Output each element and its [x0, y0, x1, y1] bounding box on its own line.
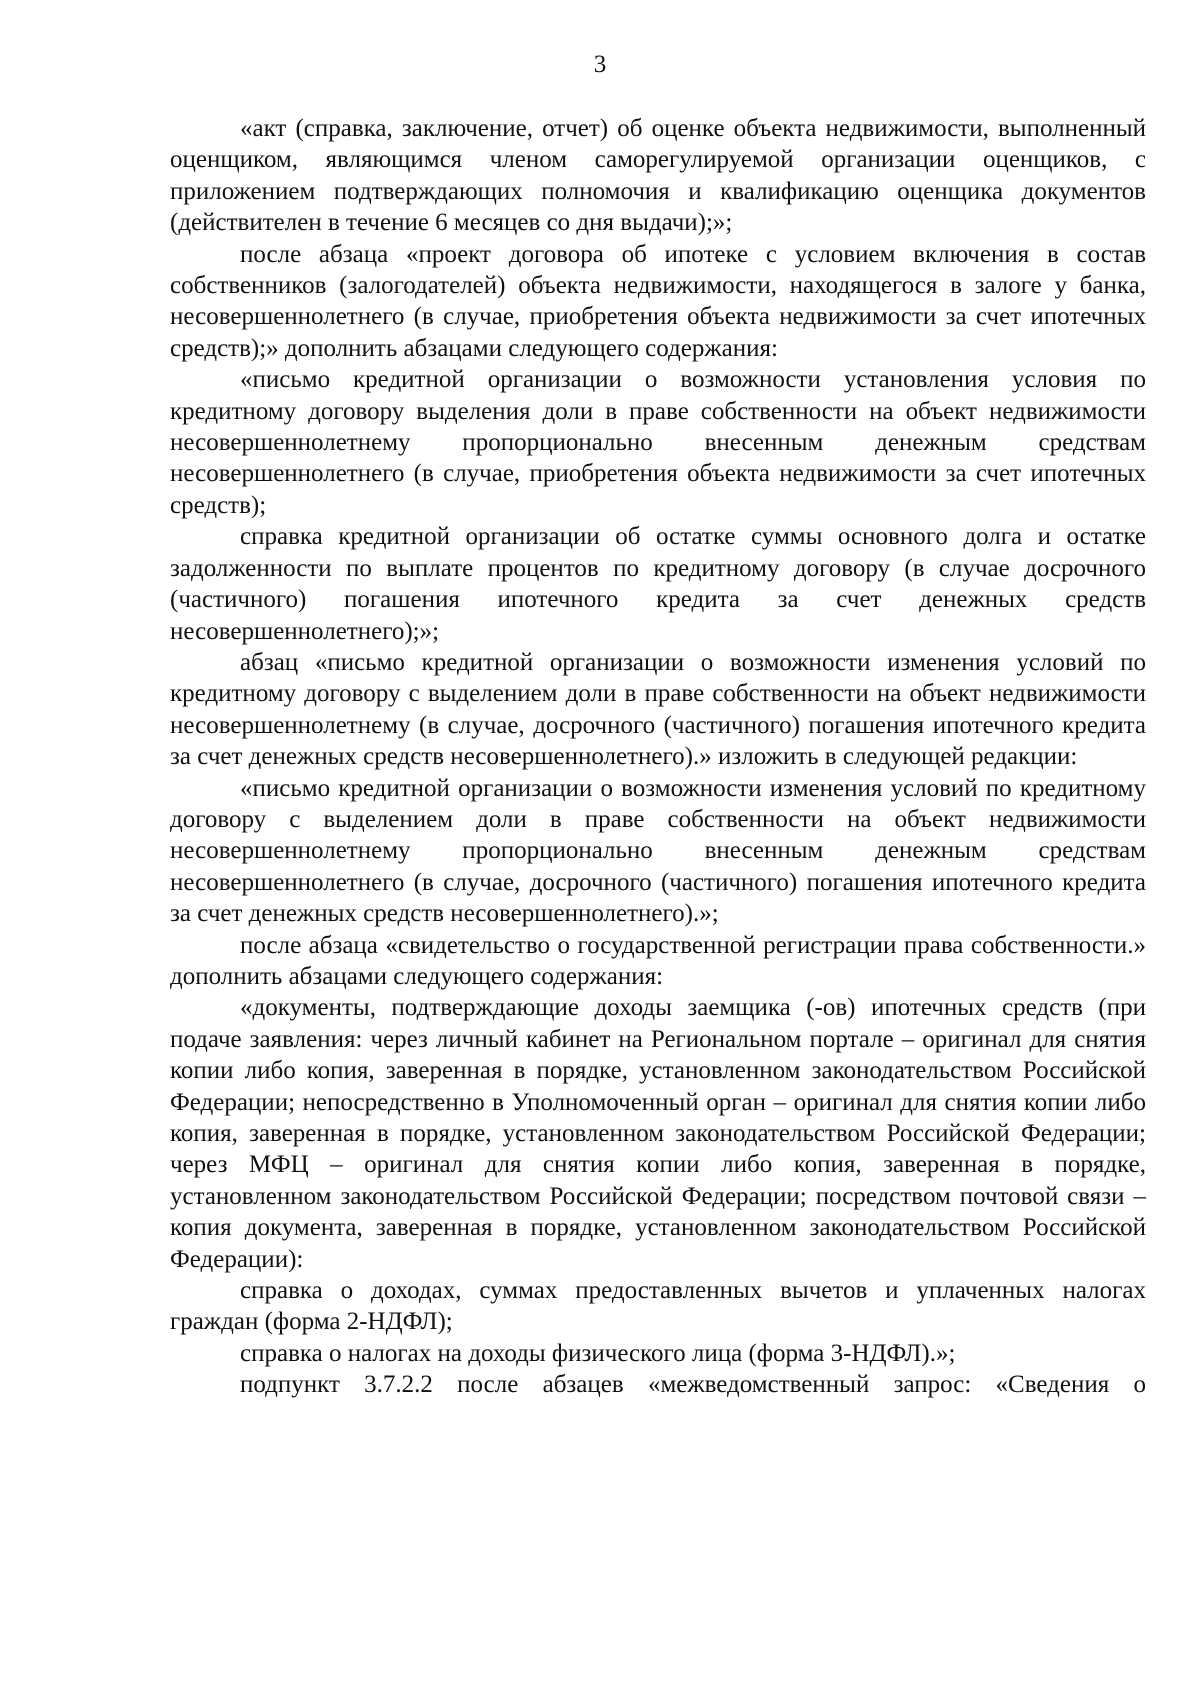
paragraph-continued: подпункт 3.7.2.2 после абзацев «межведомственный запрос: «Сведения о: [240, 1371, 1146, 1399]
paragraph: «документы, подтверждающие доходы заемщика (-ов) ипотечных средств (при подаче заявления: через личный кабинет на Региональном портале – оригинал для снятия копии либо копия, заверенная в порядке, установленном законодательством Российской Федерации; непосредственно в Уполномоченный орган – оригинал для снятия копии либо копия, заверенная в порядке, установленном законодательством Российской Федерации; через МФЦ – оригинал для снятия копии либо копия, заверенная в порядке, установленном законодательством Российской Федерации; посредством почтовой связи – копия документа, заверенная в порядке, установленном законодательством Российской Федерации):: [170, 994, 1146, 1273]
paragraph: «акт (справка, заключение, отчет) об оценке объекта недвижимости, выполненный оценщиком, являющимся членом саморегулируемой организации оценщиков, с приложением подтверждающих полномочия и квалификацию оценщика документов (действителен в течение 6 месяцев со дня выдачи);»;: [170, 115, 1146, 237]
paragraph: после абзаца «проект договора об ипотеке с условием включения в состав собственников (залогодателей) объекта недвижимости, находящегося в залоге у банка, несовершеннолетнего (в случае, приобретения объекта недвижимости за счет ипотечных средств);» дополнить абзацами следующего содержания:: [170, 240, 1146, 362]
page-number: 3: [593, 51, 607, 78]
document-body: [170, 113, 1146, 1401]
paragraph: «письмо кредитной организации о возможности установления условия по кредитному договору выделения доли в праве собственности на объект недвижимости несовершеннолетнему пропорционально внесенным денежным средствам несовершеннолетнего (в случае, приобретения объекта недвижимости за счет ипотечных средств);: [170, 366, 1146, 519]
paragraph: абзац «письмо кредитной организации о возможности изменения условий по кредитному договору с выделением доли в праве собственности на объект недвижимости несовершеннолетнему (в случае, досрочного (частичного) погашения ипотечного кредита за счет денежных средств несовершеннолетнего).» изложить в следующей редакции:: [170, 648, 1146, 771]
paragraph: справка о налогах на доходы физического лица (форма 3-НДФЛ).»;: [240, 1339, 956, 1367]
paragraph: справка о доходах, суммах предоставленных вычетов и уплаченных налогах граждан (форма 2-НДФЛ);: [170, 1277, 1146, 1336]
paragraph: справка кредитной организации об остатке суммы основного долга и остатке задолженности по выплате процентов по кредитному договору (в случае досрочного (частичного) погашения ипотечного кредита за счет денежных средств несовершеннолетнего);»;: [170, 523, 1146, 645]
paragraph: «письмо кредитной организации о возможности изменения условий по кредитному договору с выделением доли в праве собственности на объект недвижимости несовершеннолетнему пропорционально внесенным денежным средствам несовершеннолетнего (в случае, досрочного (частичного) погашения ипотечного кредита за счет денежных средств несовершеннолетнего).»;: [170, 774, 1146, 928]
paragraph: после абзаца «свидетельство о государственной регистрации права собственности.» дополнить абзацами следующего содержания:: [170, 931, 1146, 990]
